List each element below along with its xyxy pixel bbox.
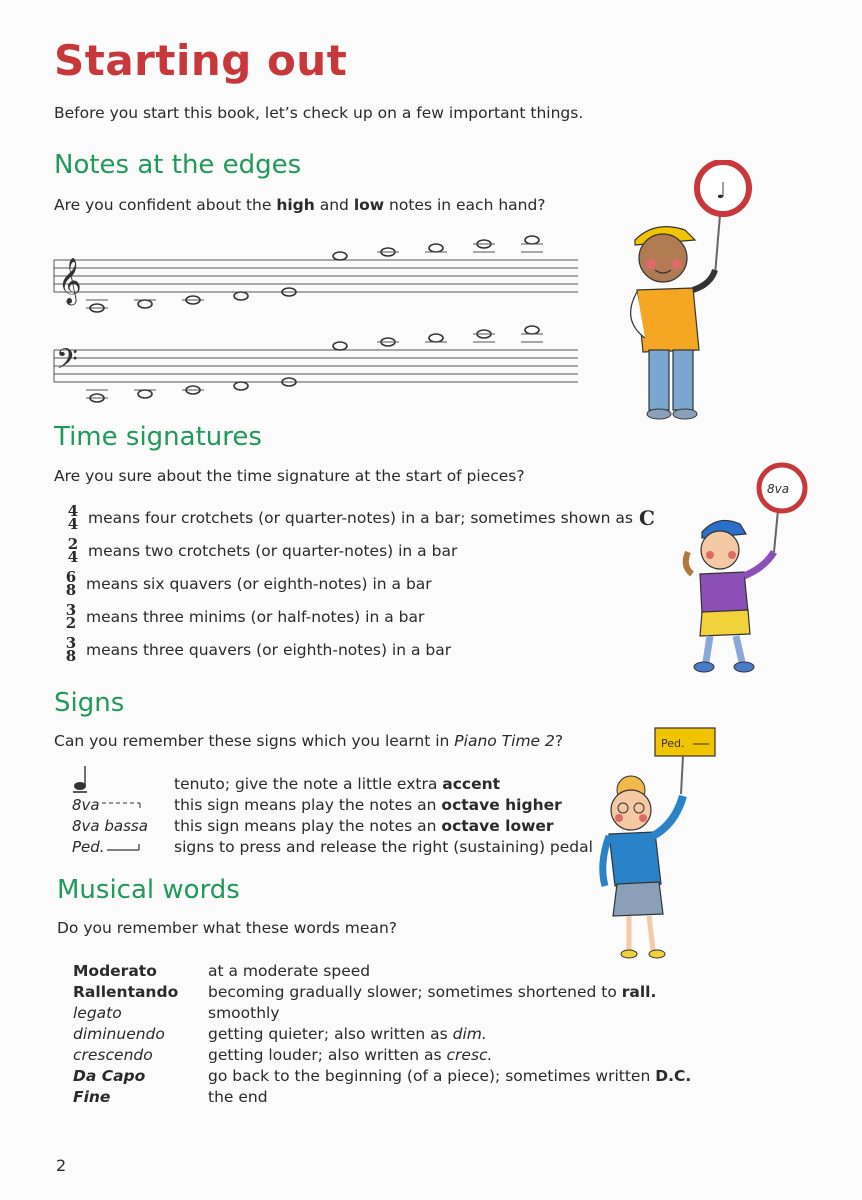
words-question: Do you remember what these words mean?	[57, 919, 397, 937]
word-row	[73, 1065, 691, 1086]
word-meaning	[208, 1067, 691, 1085]
sign-desc-bold: accent	[442, 774, 501, 793]
sign-desc	[174, 775, 500, 793]
treble-staff	[52, 232, 582, 322]
sign-desc-bold: octave lower	[441, 816, 554, 835]
octave-up-symbol	[72, 796, 174, 814]
time-sig-fraction	[62, 568, 80, 599]
word-row	[73, 981, 656, 1002]
time-sig-text: means four crotchets (or quarter-notes) in a bar; sometimes shown as	[88, 509, 633, 527]
word-term: crescendo	[73, 1045, 153, 1064]
time-sig-text: means three minims (or half-notes) in a bar	[86, 608, 425, 626]
bass-clef-icon: 𝄢	[56, 343, 78, 383]
bass-staff	[52, 322, 582, 412]
treble-notes	[86, 236, 543, 312]
illustration-worker-sign	[615, 160, 755, 425]
notes-question-low: low	[353, 196, 385, 214]
notes-question-part: Are you confident about the	[54, 196, 277, 214]
illustration-child-8va-sign	[678, 462, 813, 684]
signs-question	[54, 732, 563, 750]
time-sig-fraction	[62, 634, 80, 665]
word-term: Fine	[73, 1087, 111, 1106]
word-row	[73, 1044, 493, 1065]
word-abbrev: cresc.	[446, 1045, 493, 1064]
notes-question	[54, 196, 546, 214]
pedal-line-icon	[105, 841, 145, 853]
bass-notes	[86, 326, 543, 402]
ts-top: 4	[67, 502, 79, 520]
ts-top: 2	[67, 535, 79, 553]
time-signatures-heading: Time signatures	[54, 422, 262, 452]
word-meaning-text: getting louder; also written as	[208, 1045, 447, 1064]
ts-bottom: 2	[65, 614, 77, 632]
sign-desc	[174, 796, 562, 814]
treble-clef-icon: 𝄞	[58, 258, 82, 304]
word-term: Rallentando	[73, 982, 179, 1001]
time-sig-row	[62, 569, 432, 599]
word-abbrev: rall.	[621, 982, 657, 1001]
word-term: Da Capo	[73, 1066, 146, 1085]
signs-heading: Signs	[54, 688, 125, 718]
time-sig-row	[62, 635, 451, 665]
word-term: legato	[73, 1003, 122, 1022]
signs-question-part: ?	[554, 732, 564, 750]
sign-row-pedal	[72, 836, 593, 857]
word-meaning: smoothly	[208, 1003, 280, 1022]
notes-question-part: notes in each hand?	[384, 196, 546, 214]
page-title: Starting out	[54, 36, 348, 85]
word-meaning	[208, 1025, 487, 1043]
page-number: 2	[56, 1156, 67, 1175]
book-title: Piano Time 2	[454, 732, 555, 750]
sign-symbol-text: Ped.	[72, 837, 105, 856]
ts-top: 3	[65, 601, 77, 619]
time-sig-fraction	[64, 535, 82, 566]
sign-8va-text: 8va	[767, 482, 790, 496]
sign-row-8va	[72, 794, 562, 815]
ts-top: 3	[65, 634, 77, 652]
notes-heading: Notes at the edges	[54, 150, 302, 180]
illustration-girl-ped-sign	[595, 724, 725, 964]
word-abbrev: D.C.	[655, 1066, 692, 1085]
musical-words-heading: Musical words	[57, 875, 240, 905]
word-row	[73, 960, 370, 981]
sign-symbol-text: 8va	[72, 795, 100, 814]
ts-bottom: 8	[65, 647, 77, 665]
time-sig-fraction	[64, 502, 82, 533]
sign-ped-text: Ped.	[661, 737, 685, 750]
word-meaning	[208, 983, 656, 1001]
time-sig-fraction	[62, 601, 80, 632]
word-row	[73, 1002, 280, 1023]
sign-desc-text: this sign means play the notes an	[174, 795, 442, 814]
time-sig-text: means three quavers (or eighth-notes) in a bar	[86, 641, 452, 659]
word-meaning	[208, 1046, 493, 1064]
dashed-bracket-icon	[100, 799, 150, 811]
ts-bottom: 4	[67, 515, 79, 533]
word-meaning-text: getting quieter; also written as	[208, 1024, 453, 1043]
ts-bottom: 8	[65, 581, 77, 599]
word-row	[73, 1023, 487, 1044]
sign-desc	[174, 817, 554, 835]
word-term: diminuendo	[73, 1024, 165, 1043]
ts-top: 6	[65, 568, 77, 586]
word-term: Moderato	[73, 961, 157, 980]
sign-desc-text: this sign means play the notes an	[174, 816, 442, 835]
word-abbrev: dim.	[452, 1024, 487, 1043]
sign-row-tenuto	[72, 773, 500, 794]
tenuto-symbol	[72, 774, 174, 794]
sign-row-8va-bassa	[72, 815, 554, 836]
word-row	[73, 1086, 268, 1107]
time-sig-text: means two crotchets (or quarter-notes) in a bar	[88, 542, 458, 560]
sign-desc-text: tenuto; give the note a little extra	[174, 774, 443, 793]
word-meaning-text: becoming gradually slower; sometimes shortened to	[208, 982, 622, 1001]
ts-bottom: 4	[67, 548, 79, 566]
signs-question-part: Can you remember these signs which you learnt in	[54, 732, 455, 750]
word-meaning: at a moderate speed	[208, 961, 371, 980]
common-time-icon: C	[638, 506, 655, 530]
time-sig-row	[64, 503, 655, 533]
sign-desc: signs to press and release the right (sustaining) pedal	[174, 837, 593, 856]
notes-question-part: and	[314, 196, 354, 214]
notes-question-high: high	[276, 196, 315, 214]
intro-text: Before you start this book, let’s check up on a few important things.	[54, 104, 584, 122]
quarter-note-icon: ♩	[716, 179, 727, 204]
time-sig-row	[62, 602, 424, 632]
tenuto-note-icon	[72, 764, 92, 794]
octave-down-symbol: 8va bassa	[72, 816, 148, 835]
time-sig-row	[64, 536, 457, 566]
word-meaning-text: go back to the beginning (of a piece); sometimes written	[208, 1066, 656, 1085]
pedal-symbol	[72, 838, 174, 856]
sign-desc-bold: octave higher	[441, 795, 562, 814]
time-question: Are you sure about the time signature at the start of pieces?	[54, 467, 525, 485]
time-sig-text: means six quavers (or eighth-notes) in a bar	[86, 575, 432, 593]
word-meaning: the end	[208, 1087, 268, 1106]
